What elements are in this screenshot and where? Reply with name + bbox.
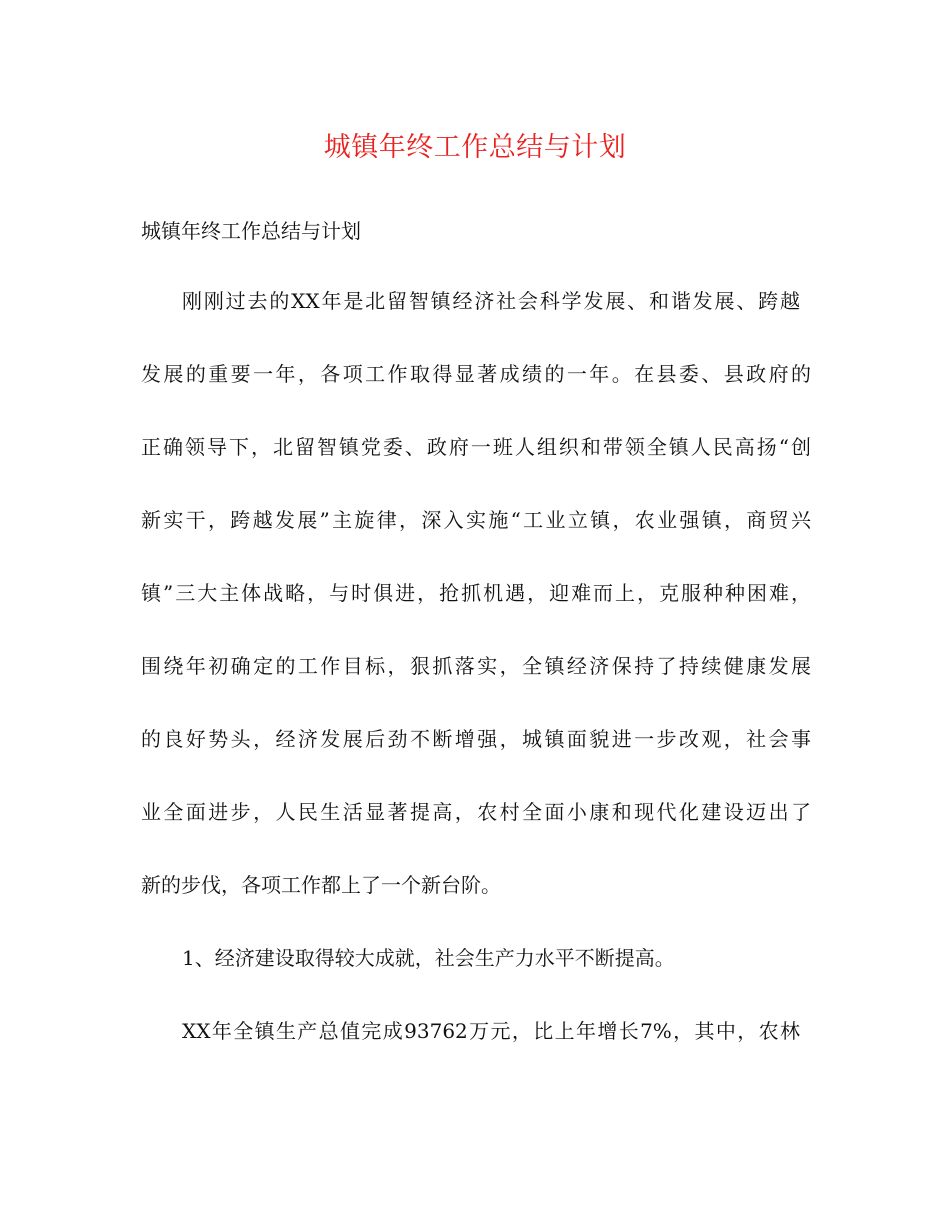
paragraph-line: 刚刚过去的XX年是北留智镇经济社会科学发展、和谐发展、跨越 bbox=[182, 289, 800, 313]
document-subtitle: 城镇年终工作总结与计划 bbox=[141, 219, 361, 243]
paragraph-line: 新的步伐，各项工作都上了一个新台阶。 bbox=[141, 873, 501, 897]
paragraph-line: XX年全镇生产总值完成93762万元，比上年增长7%，其中，农林 bbox=[182, 1019, 800, 1043]
paragraph-line: 发展的重要一年，各项工作取得显著成绩的一年。在县委、县政府的 bbox=[141, 362, 811, 386]
section-heading: 1、经济建设取得较大成就，社会生产力水平不断提高。 bbox=[182, 946, 675, 970]
paragraph-line: 围绕年初确定的工作目标，狠抓落实，全镇经济保持了持续健康发展 bbox=[141, 654, 811, 678]
paragraph-line: 正确领导下，北留智镇党委、政府一班人组织和带领全镇人民高扬“创 bbox=[141, 435, 811, 459]
paragraph-line: 业全面进步，人民生活显著提高，农村全面小康和现代化建设迈出了 bbox=[141, 800, 811, 824]
document-title: 城镇年终工作总结与计划 bbox=[323, 132, 627, 163]
paragraph-line: 的良好势头，经济发展后劲不断增强，城镇面貌进一步改观，社会事 bbox=[141, 727, 811, 751]
paragraph-line: 镇”三大主体战略，与时俱进，抢抓机遇，迎难而上，克服种种困难， bbox=[141, 581, 811, 605]
paragraph-line: 新实干，跨越发展”主旋律，深入实施“工业立镇，农业强镇，商贸兴 bbox=[141, 508, 811, 532]
